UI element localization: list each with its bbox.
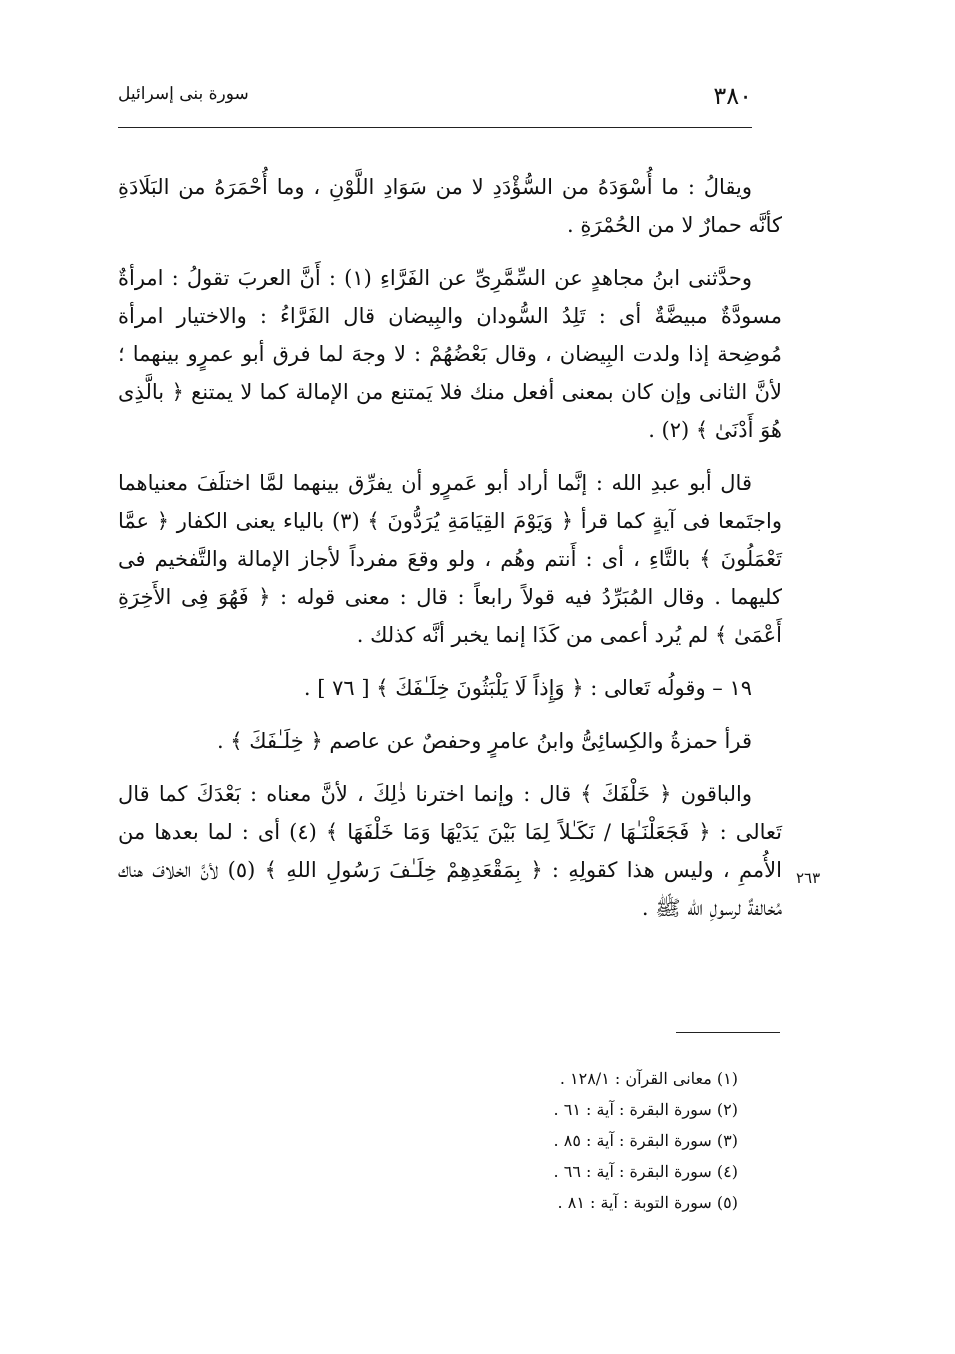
paragraph: ويقالُ : ما أُسْوَدَهُ من السُّؤْدَدِ لا من سَوَادِ اللَّوْنِ ، وما أُحْمَرَهُ من البَلَادَةِ كأنَّه حمارٌ لا من الحُمْرَةِ .: [118, 175, 782, 237]
running-title: سورة بنى إسرائيل: [118, 84, 249, 104]
paragraph: ١٩ – وقولُه تَعالى : ﴿ وَإِذاً لَا يَلْبَثُونَ خِلَـٰفَكَ ﴾ [ ٧٦ ] .: [303, 676, 752, 700]
paragraph: والباقون ﴿ خَلْفَكَ ﴾ قال : وإنما اخترنا ذٰلِكَ ، لأنَّ معناه : بَعْدَكَ كما قال تَعالى : ﴿ فَجَعَلْنَـٰهَا / نَكَـٰلاً لِمَا بَيْنَ يَدَيْهَا وَمَا خَلْفَهَا ﴾ (٤) أى : لما بعدها من الأُممِ ، وليس هذا كقولِهِ : ﴿ بِمَقْعَدِهِمْ خِلَـٰفَ رَسُولِ اللهِ ﴾ (٥) لأنَّ الخلافَ هناك مُخالفةٌ لرسولِ الله ﷺ .: [118, 782, 782, 920]
page-number: ٣٨٠: [713, 82, 752, 110]
body-text: [118, 168, 782, 942]
footnote: (٤) سورة البقرة : آية : ٦٦ .: [553, 1162, 738, 1181]
footnote: (٢) سورة البقرة : آية : ٦١ .: [553, 1100, 738, 1119]
footnote-rule: [676, 1032, 780, 1033]
header-rule: [118, 127, 752, 128]
footnotes: [420, 1063, 738, 1218]
footnote: (٣) سورة البقرة : آية : ٨٥ .: [553, 1131, 738, 1150]
page-header: [118, 82, 752, 112]
footnote: (١) معانى القرآن : ١٢٨/١ .: [559, 1069, 738, 1088]
paragraph: وحدَّثنى ابنُ مجاهدٍ عن السِّمَّرِىِّ عن الفَرَّاءِ (١) : أَنَّ العربَ تقولُ : امرأةٌ مسودَّةٌ مبيضَّةٌ أى : تَلِدُ السُّودان والبِيضان قال الفَرَّاءُ : والاختيار امرأة مُوضِحة إذا ولدت البِيضان ، وقال بَعْضُهُمْ : لا وجهَ لما فرق أبو عمرٍو بينهما ؛ لأنَّ الثانى وإن كان بمعنى أفعل منك فلا يَمتنع من الإمالة كما لا يمتنع ﴿ بالَّذِى هُوَ أَدْنَىٰ ﴾ (٢) .: [118, 266, 783, 442]
paragraph: قرأ حمزةُ والكِسائِىُّ وابنُ عامرٍ وحفصٌ عن عاصم ﴿ خِلَـٰفَكَ ﴾ .: [216, 729, 752, 753]
footnote: (٥) سورة التوبة : آية : ٨١ .: [557, 1193, 738, 1212]
margin-reference: ٢٦٣: [796, 869, 821, 887]
paragraph: قال أبو عبدِ الله : إنَّما أراد أبو عَمرٍو أن يفرِّق بينهما لمَّا اختلَفَ معنياهما واجتَمعا فى آيةٍ كما قرأ ﴿ وَيَوْمَ القِيَامَةِ يُرَدُّونَ ﴾ (٣) بالياء يعنى الكفار ﴿ عمَّا تَعْمَلُونَ ﴾ بالتَّاءِ ، أى : أَنتم وهُم ، ولو وقعَ مفرداً لأجاز الإمالة والتَّفخيم فى كليهما . وقال المُبَرِّدُ فيه قولاً رابعاً : قال : معنى قوله : ﴿ فَهُوَ فِى الأَخِرَةِ أَعْمَىٰ ﴾ لم يُرد أعمى من كَذَا إنما يخبر أنَّه كذلك .: [118, 471, 782, 647]
